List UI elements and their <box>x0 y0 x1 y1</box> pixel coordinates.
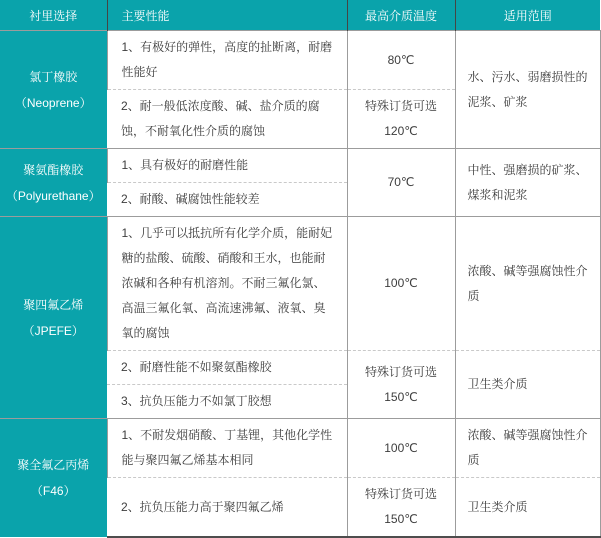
temperature-cell: 100℃ <box>347 217 455 351</box>
table-row <box>0 217 600 351</box>
range-cell: 卫生类介质 <box>455 351 600 419</box>
table-row <box>0 149 600 183</box>
material-cell-polyurethane <box>0 149 107 217</box>
material-name: 聚氨酯橡胶 <box>23 162 84 177</box>
performance-cell: 1、不耐发烟硝酸、丁基锂，其他化学性能与聚四氟乙烯基本相同 <box>107 419 347 478</box>
range-cell: 浓酸、碱等强腐蚀性介质 <box>455 217 600 351</box>
range-cell: 水、污水、弱磨损性的泥浆、矿浆 <box>455 31 600 149</box>
material-cell-f46 <box>0 419 107 538</box>
temperature-note: 特殊订货可选 <box>364 487 437 501</box>
material-name: 聚全氟乙丙烯 <box>17 458 90 472</box>
material-name: 氯丁橡胶 <box>29 69 78 84</box>
table-row <box>0 31 600 90</box>
material-name-en: （Neoprene） <box>14 95 92 110</box>
performance-cell: 2、耐酸、碱腐蚀性能较差 <box>107 183 347 217</box>
material-name-en: （F46） <box>30 484 76 498</box>
material-cell-neoprene <box>0 31 107 149</box>
header-performance: 主要性能 <box>107 0 347 31</box>
range-cell: 卫生类介质 <box>455 478 600 538</box>
temperature-cell <box>347 351 455 419</box>
temperature-cell <box>347 478 455 538</box>
material-name-en: （JPEFE） <box>22 323 84 338</box>
performance-cell: 2、耐一般低浓度酸、碱、盐介质的腐蚀，不耐氧化性介质的腐蚀 <box>107 90 347 149</box>
performance-cell: 2、抗负压能力高于聚四氟乙烯 <box>107 478 347 538</box>
performance-cell: 1、有极好的弹性，高度的扯断离，耐磨性能好 <box>107 31 347 90</box>
header-range: 适用范围 <box>455 0 600 31</box>
performance-cell: 1、几乎可以抵抗所有化学介质，能耐妃糖的盐酸、硫酸、硝酸和王水，也能耐浓碱和各种有机溶剂。不耐三氟化氯、高温三氟化氧、高流速沸氟、液氧、臭氧的腐蚀 <box>107 217 347 351</box>
range-cell: 浓酸、碱等强腐蚀性介质 <box>455 419 600 478</box>
temperature-cell: 80℃ <box>347 31 455 90</box>
material-name-en: （Polyurethane） <box>5 188 101 203</box>
range-cell: 中性、强磨损的矿浆、煤浆和泥浆 <box>455 149 600 217</box>
temperature-value: 120℃ <box>384 124 418 138</box>
performance-cell: 1、具有极好的耐磨性能 <box>107 149 347 183</box>
temperature-value: 150℃ <box>384 512 418 526</box>
material-name: 聚四氟乙烯 <box>23 297 84 312</box>
material-cell-jpefe <box>0 217 107 419</box>
performance-cell: 2、耐磨性能不如聚氨酯橡胶 <box>107 351 347 385</box>
performance-cell: 3、抗负压能力不如氯丁胶想 <box>107 385 347 419</box>
temperature-cell: 100℃ <box>347 419 455 478</box>
temperature-note: 特殊订货可选 <box>364 364 437 379</box>
temperature-cell: 70℃ <box>347 149 455 217</box>
table-header-row <box>0 0 600 31</box>
header-temperature: 最高介质温度 <box>347 0 455 31</box>
temperature-value: 150℃ <box>384 389 418 404</box>
header-lining: 衬里选择 <box>0 0 107 31</box>
temperature-cell <box>347 90 455 149</box>
temperature-note: 特殊订货可选 <box>364 99 437 113</box>
table-row <box>0 419 600 478</box>
